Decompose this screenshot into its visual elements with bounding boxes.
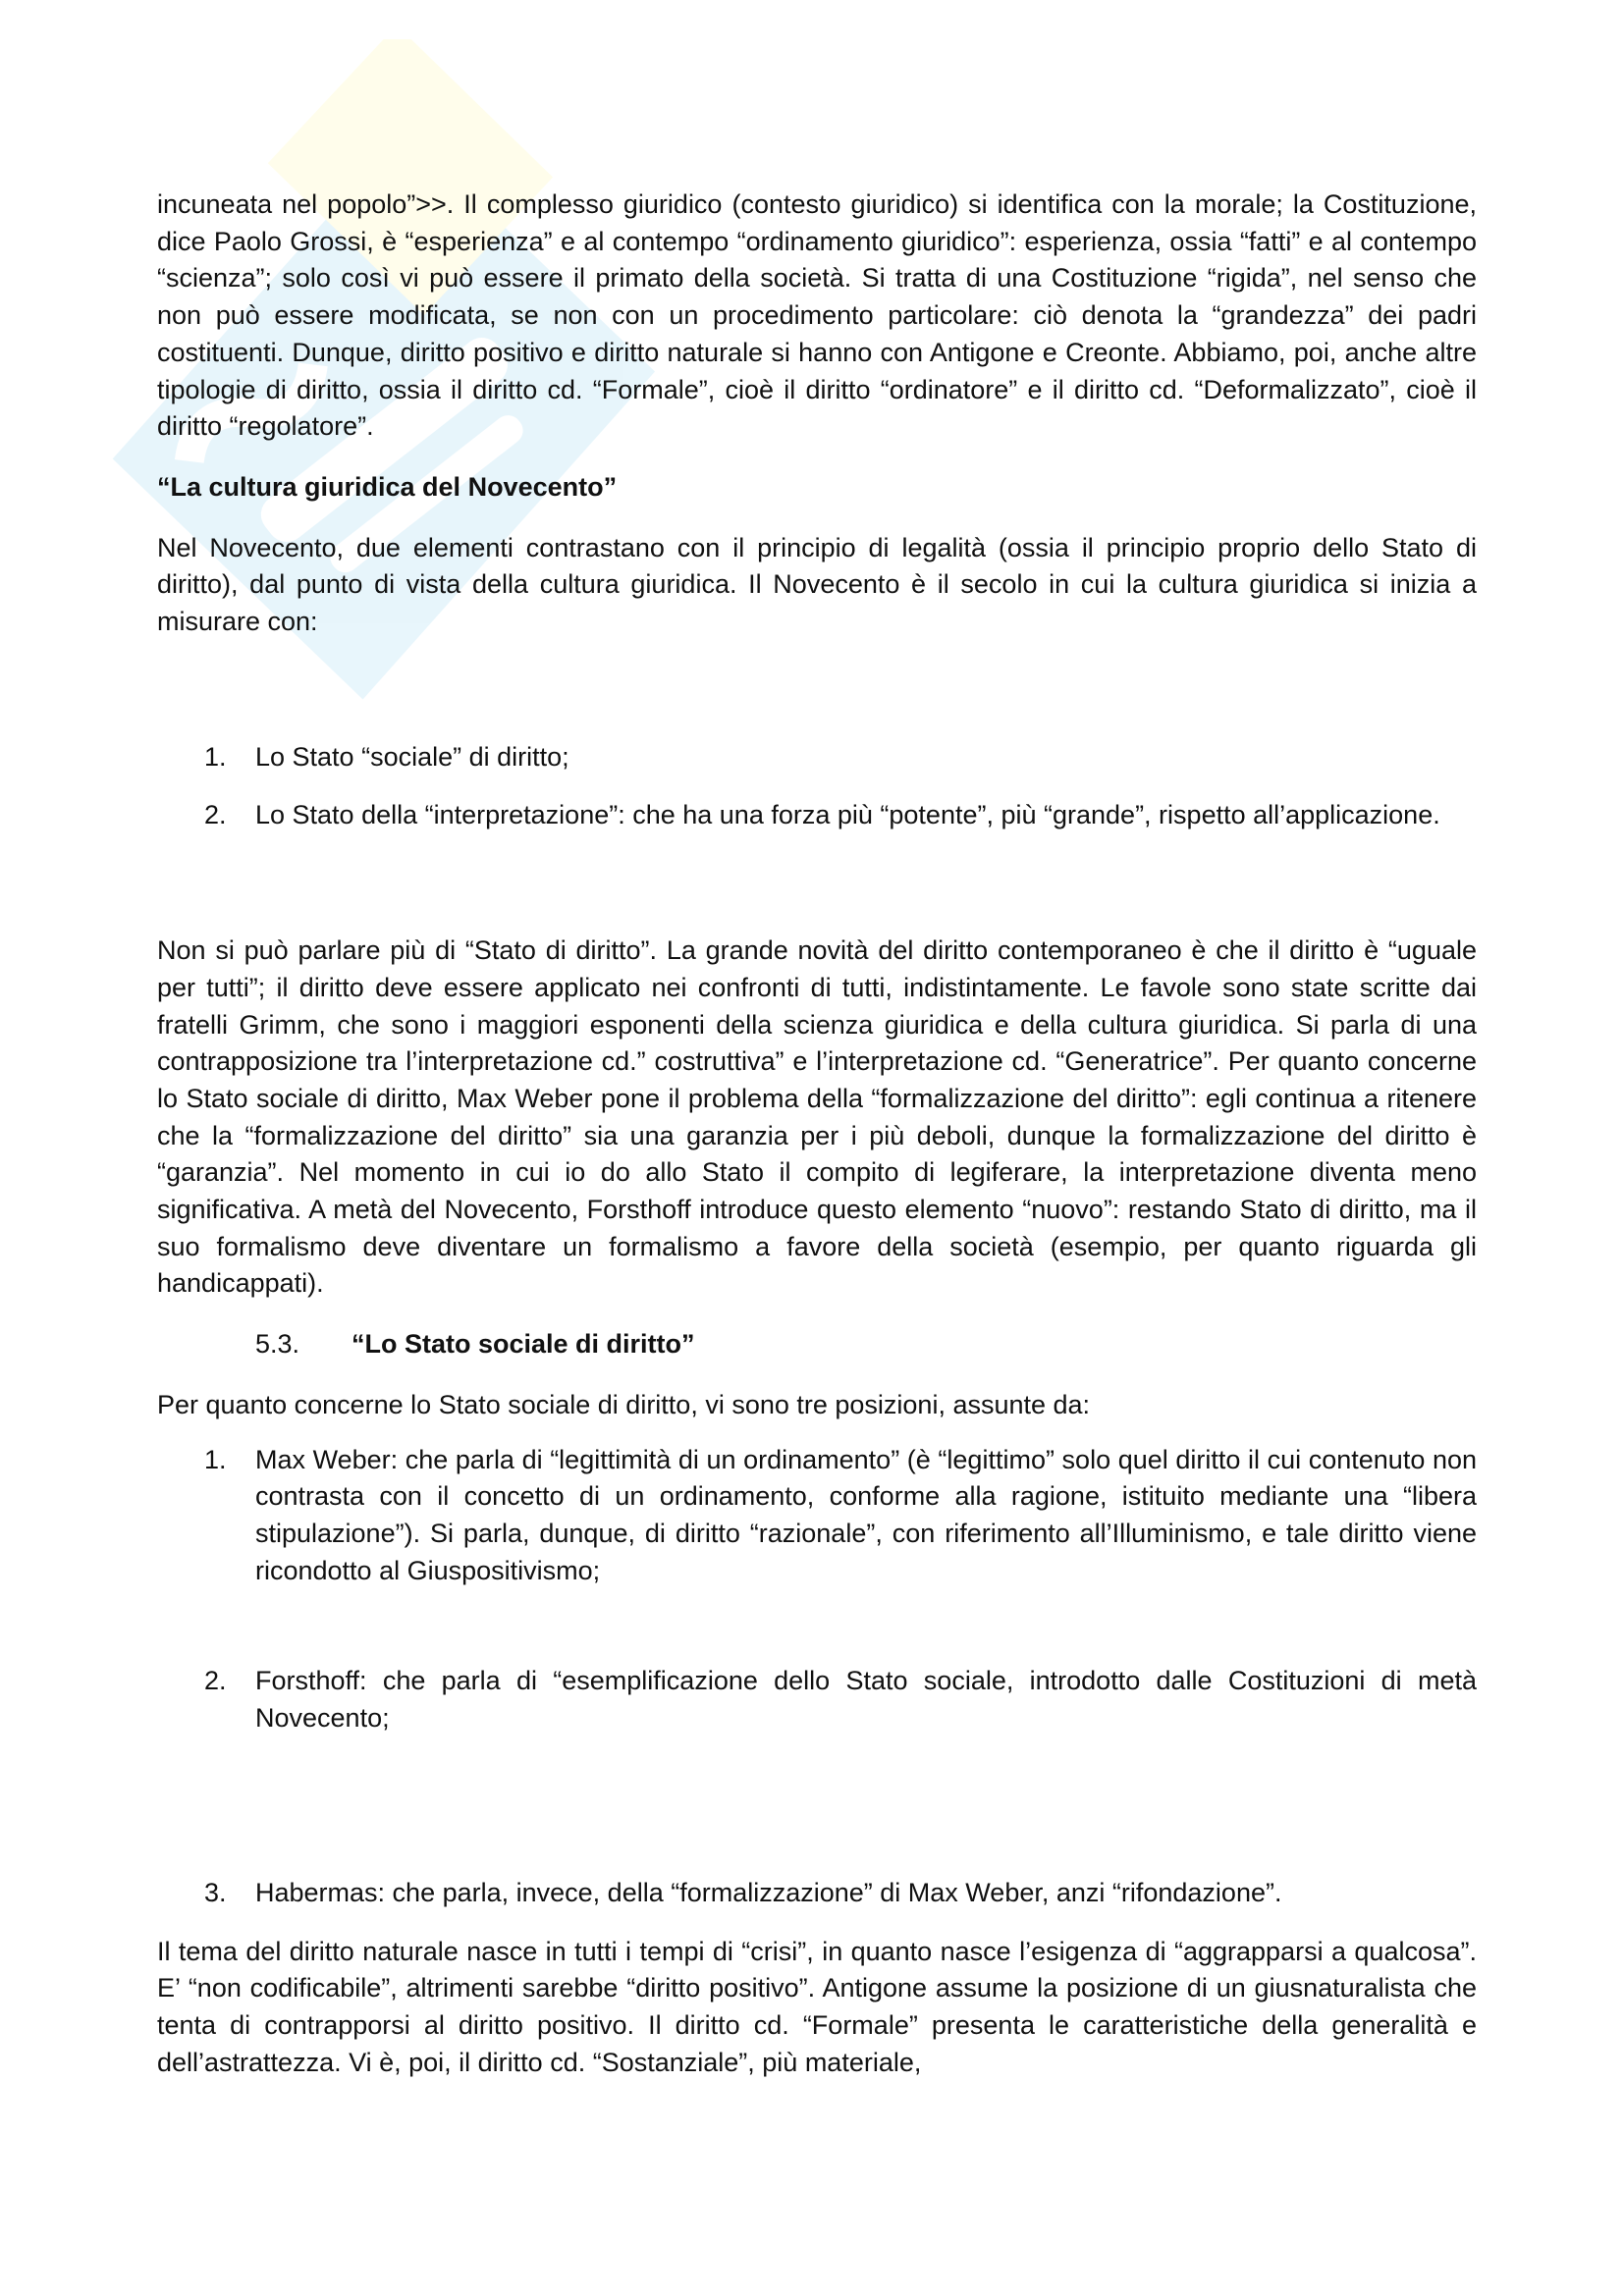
list-item-text: Lo Stato della “interpretazione”: che ha una forza più “potente”, più “grande”, rispetto all’applicazione. bbox=[255, 800, 1440, 830]
subsection-title: “Lo Stato sociale di diritto” bbox=[352, 1329, 695, 1360]
paragraph-tre-posizioni: Per quanto concerne lo Stato sociale di diritto, vi sono tre posizioni, assunte da: bbox=[157, 1389, 1091, 1419]
list-item bbox=[157, 1442, 1477, 1590]
list-posizioni bbox=[157, 1442, 1477, 1912]
paragraph-novecento: Nel Novecento, due elementi contrastano con il principio di legalità (ossia il principio proprio dello Stato di diritto), dal punto di vista della cultura giuridica. Il Novecento è il secolo in cui la cultura giuridica si inizia a misurare con: bbox=[157, 532, 1477, 637]
list-marker: 2. bbox=[204, 800, 227, 830]
list-item bbox=[157, 739, 1477, 776]
list-marker: 2. bbox=[204, 1666, 227, 1696]
list-item-text: Forsthoff: che parla di “esemplificazione dello Stato sociale, introdotto dalle Costituzioni di metà Novecento; bbox=[255, 1666, 1477, 1734]
spacer bbox=[157, 641, 1477, 739]
list-item bbox=[157, 1663, 1477, 1736]
list-marker: 1. bbox=[204, 1444, 227, 1474]
list-item-text: Lo Stato “sociale” di diritto; bbox=[255, 741, 569, 772]
list-novecento bbox=[157, 739, 1477, 834]
list-item-text: Max Weber: che parla di “legittimità di un ordinamento” (è “legittimo” solo quel diritto il cui contenuto non contrasta con il concetto di un ordinamento, conforme alla ragione, istituito mediante una “libera stipulazione”). Si parla, dunque, di diritto “razionale”, con riferimento all’Illuminismo, e tale diritto viene ricondotto al Giuspositivismo; bbox=[255, 1444, 1477, 1585]
list-marker: 3. bbox=[204, 1877, 227, 1907]
section-heading: “La cultura giuridica del Novecento” bbox=[157, 471, 618, 502]
list-marker: 1. bbox=[204, 741, 227, 772]
subsection-heading bbox=[157, 1326, 1477, 1363]
document-page bbox=[157, 187, 1477, 2105]
paragraph-intro: incuneata nel popolo”>>. Il complesso giuridico (contesto giuridico) si identifica con la morale; la Costituzione, dice Paolo Grossi, è “esperienza” e al contempo “ordinamento giuridico”: esperienza, ossia “fatti” e al contempo “scienza”; solo così vi può essere il primato della società. Si tratta di una Costituzione “rigida”, nel senso che non può essere modificata, se non con un procedimento particolare: ciò denota la “grandezza” dei padri costituenti. Dunque, diritto positivo e diritto naturale si hanno con Antigone e Creonte. Abbiamo, poi, anche altre tipologie di diritto, ossia il diritto cd. “Formale”, cioè il diritto “ordinatore” e il diritto cd. “Deformalizzato”, cioè il diritto “regolatore”. bbox=[157, 189, 1477, 442]
list-item bbox=[157, 1875, 1477, 1912]
list-item bbox=[157, 797, 1477, 834]
list-item-text: Habermas: che parla, invece, della “formalizzazione” di Max Weber, anzi “rifondazione”. bbox=[255, 1877, 1282, 1907]
spacer bbox=[157, 834, 1477, 933]
paragraph-stato-di-diritto: Non si può parlare più di “Stato di diritto”. La grande novità del diritto contemporaneo è che il diritto è “uguale per tutti”; il diritto deve essere applicato nei confronti di tutti, indistintamente. Le favole sono state scritte dai fratelli Grimm, che sono i maggiori esponenti della scienza giuridica e della cultura giuridica. Si parla di una contrapposizione tra l’interpretazione cd.” costruttiva” e l’interpretazione cd. “Generatrice”. Per quanto concerne lo Stato sociale di diritto, Max Weber pone il problema della “formalizzazione del diritto”: egli continua a ritenere che la “formalizzazione del diritto” sia una garanzia per i più deboli, dunque la formalizzazione del diritto è “garanzia”. Nel momento in cui io do allo Stato il compito di legiferare, la interpretazione diventa meno significativa. A metà del Novecento, Forsthoff introduce questo elemento “nuovo”: restando Stato di diritto, ma il suo formalismo deve diventare un formalismo a favore della società (esempio, per quanto riguarda gli handicappati). bbox=[157, 935, 1477, 1299]
subsection-number: 5.3. bbox=[255, 1329, 300, 1360]
paragraph-diritto-naturale: Il tema del diritto naturale nasce in tutti i tempi di “crisi”, in quanto nasce l’esigenza di “aggrapparsi a qualcosa”. E’ “non codificabile”, altrimenti sarebbe “diritto positivo”. Antigone assume la posizione di un giusnaturalista che tenta di contrapporsi al diritto positivo. Il diritto cd. “Formale” presenta le caratteristiche della generalità e dell’astrattezza. Vi è, poi, il diritto cd. “Sostanziale”, più materiale, bbox=[157, 1936, 1477, 2077]
spacer bbox=[157, 1912, 1477, 1934]
